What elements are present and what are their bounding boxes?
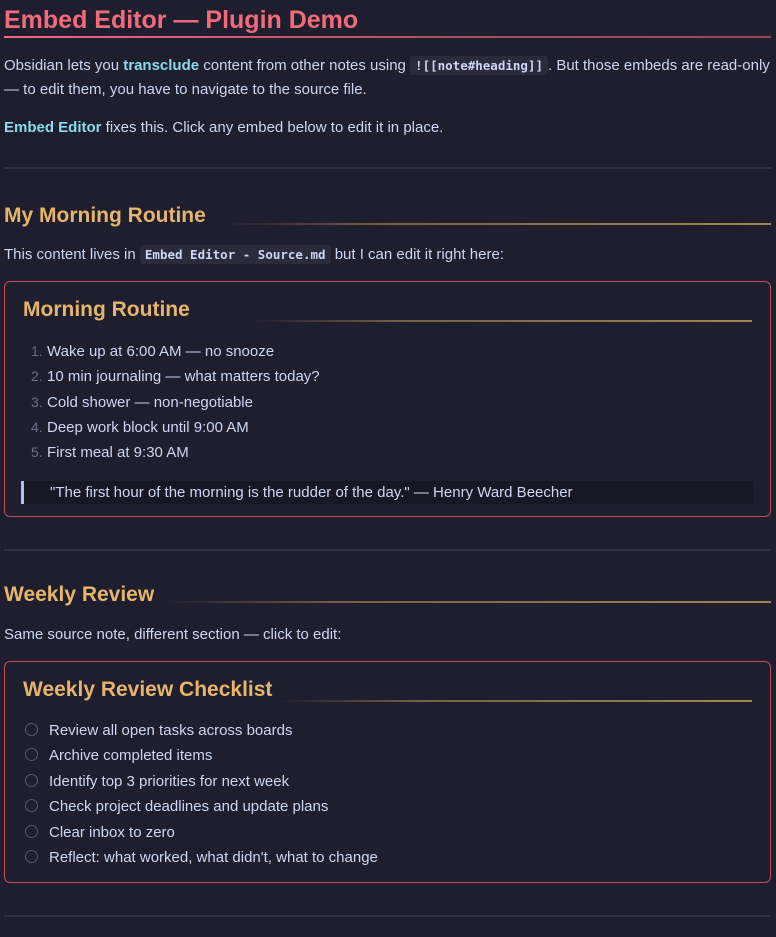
intro-paragraph: Obsidian lets you transclude content from other notes using ![[note#heading]] . But those embeds are read-only — to edit them, you have to navigate to the source file. (4, 57, 770, 98)
page-title: Embed Editor — Plugin Demo (4, 0, 771, 38)
checkbox-icon[interactable] (25, 850, 38, 863)
embed-heading: Morning Routine (23, 296, 752, 324)
checkbox-icon[interactable] (25, 825, 38, 838)
checklist-item[interactable]: Reflect: what worked, what didn't, what to change (24, 845, 752, 870)
divider (4, 549, 771, 551)
checklist-item[interactable]: Identify top 3 priorities for next week (24, 769, 752, 794)
note-content (4, 0, 771, 917)
divider (4, 167, 771, 169)
list-item[interactable]: 5. First meal at 9:30 AM (31, 444, 189, 461)
transclude-link[interactable]: transclude (123, 57, 200, 74)
list-item[interactable]: 3. Cold shower — non-negotiable (31, 393, 253, 411)
routine-list (23, 339, 752, 465)
checklist-item[interactable]: Archive completed items (24, 743, 752, 768)
embed-morning-routine[interactable] (4, 281, 771, 517)
section-description: Same source note, different section — click to edit: (4, 626, 342, 643)
checklist-item[interactable]: Check project deadlines and update plans (24, 794, 752, 819)
divider (4, 915, 771, 917)
embed-syntax-code: ![[note#heading]] (410, 56, 548, 75)
list-item[interactable]: 1. Wake up at 6:00 AM — no snooze (31, 343, 275, 360)
checkbox-icon[interactable] (25, 799, 38, 812)
intro-paragraph-2: Embed Editor fixes this. Click any embed below to edit it in place. (4, 119, 444, 136)
list-item[interactable]: 2. 10 min journaling — what matters today? (31, 368, 320, 386)
checkbox-icon[interactable] (25, 748, 38, 761)
list-item[interactable]: 4. Deep work block until 9:00 AM (31, 418, 249, 436)
checklist-item[interactable]: Review all open tasks across boards (24, 718, 752, 743)
checklist-item[interactable]: Clear inbox to zero (24, 820, 752, 845)
section-description: This content lives in Embed Editor - Source.md but I can edit it right here: (4, 246, 504, 263)
checkbox-icon[interactable] (25, 723, 38, 736)
embed-editor-link[interactable]: Embed Editor (4, 119, 102, 136)
section-heading-morning: My Morning Routine (4, 202, 771, 230)
embed-heading: Weekly Review Checklist (23, 676, 752, 704)
checkbox-icon[interactable] (25, 774, 38, 787)
checklist (24, 718, 752, 870)
source-file-code: Embed Editor - Source.md (140, 245, 331, 264)
section-heading-weekly: Weekly Review (4, 581, 771, 609)
embed-weekly-review[interactable] (4, 661, 771, 883)
quote-block: "The first hour of the morning is the rudder of the day." — Henry Ward Beecher (21, 481, 753, 504)
